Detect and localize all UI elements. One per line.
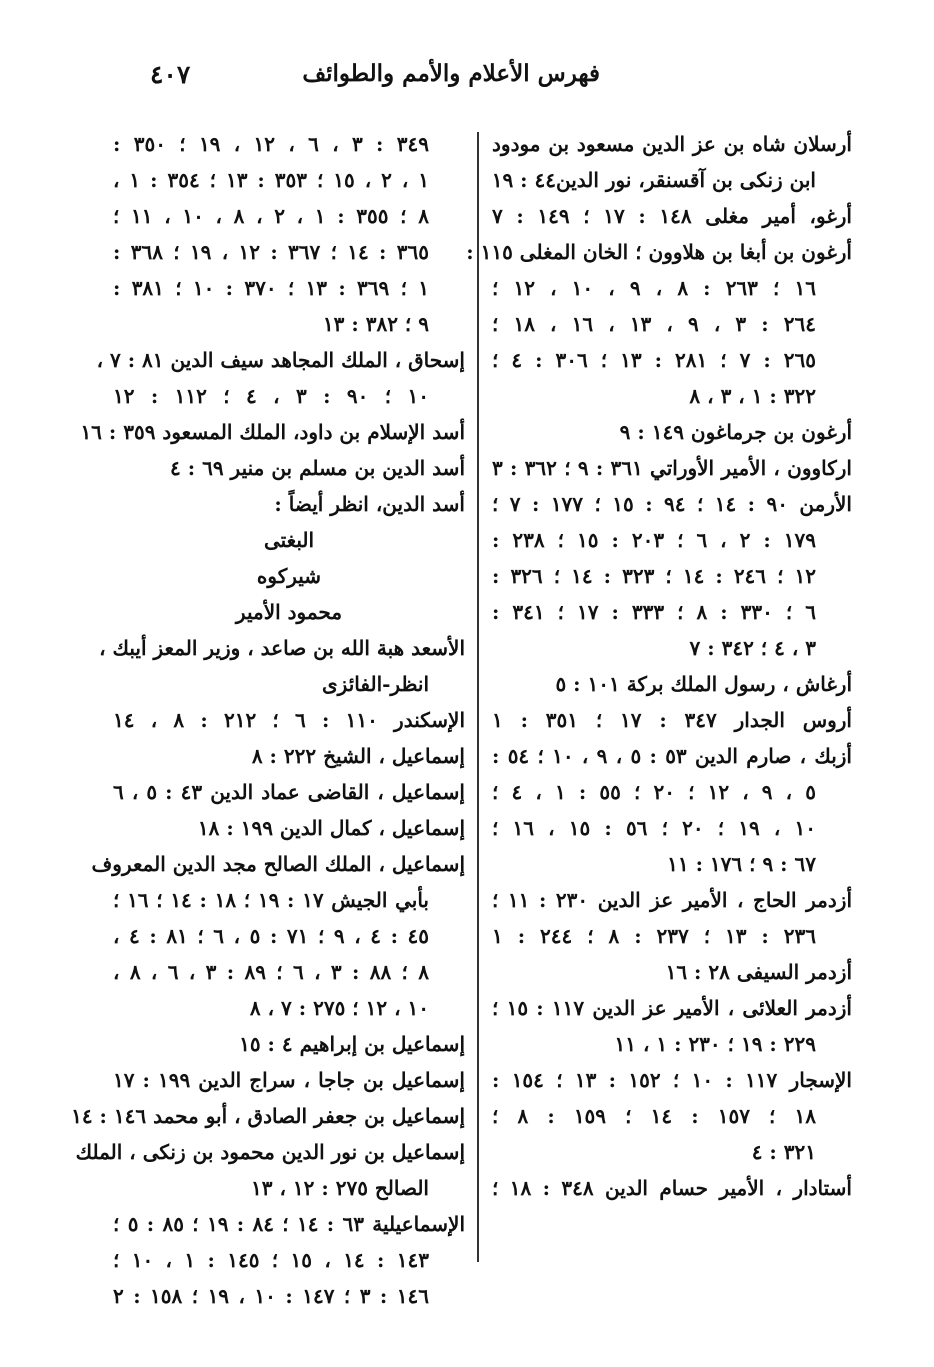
running-title: فهرس الأعلام والأمم والطوائف bbox=[302, 60, 600, 87]
cross-reference-line: شيركوه bbox=[256, 564, 322, 588]
index-entry-line: أزدمر الحاج ، الأمير عز الدين ٢٣٠ : ١١ ؛ bbox=[492, 888, 853, 912]
index-continuation-line: ١ ؛ ٣٦٩ : ١٣ ؛ ٣٧٠ : ١٠ ؛ ٣٨١ : bbox=[113, 276, 429, 300]
index-continuation-line: انظر-الفائزى bbox=[322, 672, 429, 696]
index-column-left bbox=[71, 126, 466, 1314]
cross-reference-line: محمود الأمير bbox=[235, 600, 343, 624]
index-column-right bbox=[466, 126, 853, 1206]
index-continuation-line: ٥ ، ٩ ، ١٢ ؛ ٢٠ ؛ ٥٥ : ١ ، ٤ ؛ bbox=[492, 780, 816, 804]
index-entry-line: أسد الدين، انظر أيضاً : bbox=[274, 492, 465, 516]
index-continuation-line: ٢٢٩ : ١٩ ؛ ٢٣٠ : ١ ، ١١ bbox=[614, 1032, 816, 1056]
index-entry-line: أروس الجدار ٣٤٧ : ١٧ ؛ ٣٥١ : ١ bbox=[492, 708, 852, 732]
index-entry-line: أرغون بن جرماغون ١٤٩ : ٩ bbox=[619, 420, 852, 444]
index-entry-line: أرسلان شاه بن عز الدين مسعود بن مودود bbox=[492, 132, 852, 156]
index-continuation-line: ٣ ، ٤ ؛ ٣٤٢ : ٧ bbox=[689, 636, 816, 660]
index-entry-line: الإسكندر ١١٠ : ٦ ؛ ٢١٢ : ٨ ، ١٤ bbox=[113, 708, 466, 732]
index-entry-line: الإسجار ١١٧ : ١٠ ؛ ١٥٢ : ١٣ ؛ ١٥٤ : bbox=[492, 1068, 852, 1092]
index-entry-line: الإسماعيلية ٦٣ : ١٤ ؛ ٨٤ : ١٩ ؛ ٨٥ : ٥ ؛ bbox=[113, 1212, 465, 1236]
index-continuation-line: ٣٢١ : ٤ bbox=[751, 1140, 816, 1164]
index-continuation-line: ٩ ؛ ٣٨٢ : ١٣ bbox=[322, 312, 429, 336]
index-entry-line: إسماعيل بن نور الدين محمود بن زنكى ، الملك bbox=[75, 1140, 465, 1164]
index-entry-line: إسماعيل بن إبراهيم ٤ : ١٥ bbox=[239, 1032, 465, 1056]
column-divider bbox=[477, 132, 479, 1262]
index-entry-line: أزبك ، صارم الدين ٥٣ : ٥ ، ٩ ، ١٠ ؛ ٥٤ : bbox=[492, 744, 852, 768]
index-continuation-line: ١٤٦ : ٣ ؛ ١٤٧ : ١٠ ، ١٩ ؛ ١٥٨ : ٢ bbox=[113, 1284, 429, 1308]
index-entry-line: إسحاق ، الملك المجاهد سيف الدين ٨١ : ٧ ، bbox=[96, 348, 465, 372]
index-continuation-line: ١٠ ، ١٩ ؛ ٢٠ ؛ ٥٦ : ١٥ ، ١٦ ؛ bbox=[492, 816, 816, 840]
index-continuation-line: ١٠ ، ١٢ ؛ ٢٧٥ : ٧ ، ٨ bbox=[249, 996, 429, 1020]
index-continuation-line: ٦ ؛ ٣٣٠ : ٨ ؛ ٣٣٣ : ١٧ ؛ ٣٤١ : bbox=[492, 600, 816, 624]
index-continuation-line: ١٤٣ : ١٤ ، ١٥ ؛ ١٤٥ : ١ ، ١٠ ؛ bbox=[113, 1248, 429, 1272]
index-continuation-line: ٤٥ : ٤ ، ٩ ؛ ٧١ : ٥ ، ٦ ؛ ٨١ : ٤ ، bbox=[113, 924, 430, 948]
index-entry-line: أزدمر السيفى ٢٨ : ١٦ bbox=[665, 960, 852, 984]
cross-reference-line: البغتى bbox=[263, 528, 315, 552]
page-header bbox=[150, 58, 600, 98]
index-entry-line: إسماعيل بن جاجا ، سراج الدين ١٩٩ : ١٧ bbox=[113, 1068, 465, 1092]
index-entry-line: أرغو، أمير مغلى ١٤٨ : ١٧ ؛ ١٤٩ : ٧ bbox=[492, 204, 852, 228]
index-continuation-line: ١٢ ؛ ٢٤٦ : ١٤ ؛ ٣٢٣ : ١٤ ؛ ٣٢٦ : bbox=[492, 564, 816, 588]
index-entry-line: أسد الدين بن مسلم بن منير ٦٩ : ٤ bbox=[170, 456, 465, 480]
page-number: ٤٠٧ bbox=[150, 60, 191, 89]
index-continuation-line: ٨ ؛ ٣٥٥ : ١ ، ٢ ، ٨ ، ١٠ ، ١١ ؛ bbox=[113, 204, 429, 228]
index-entry-line: الأسعد هبة الله بن صاعد ، وزير المعز أيبك ، bbox=[99, 636, 465, 660]
index-continuation-line: ابن زنكى بن آقسنقر، نور الدين٤٤ : ١٩ bbox=[491, 168, 816, 192]
index-continuation-line: ٨ ؛ ٨٨ : ٣ ، ٦ ؛ ٨٩ : ٣ ، ٦ ، ٨ ، bbox=[113, 960, 429, 984]
index-continuation-line: ٢٣٦ : ١٣ ؛ ٢٣٧ : ٨ ؛ ٢٤٤ : ١ bbox=[492, 924, 816, 948]
index-continuation-line: ٣٢٢ : ١ ، ٣ ، ٨ bbox=[689, 384, 816, 408]
index-entry-line: أسد الإسلام بن داود، الملك المسعود ٣٥٩ : ١٦ bbox=[80, 420, 465, 444]
index-entry-line: إسماعيل ، الملك الصالح مجد الدين المعروف bbox=[91, 852, 465, 876]
index-entry-line: إسماعيل ، كمال الدين ١٩٩ : ١٨ bbox=[197, 816, 465, 840]
index-continuation-line: ٦٧ : ٩ ؛ ١٧٦ : ١١ bbox=[667, 852, 816, 876]
index-continuation-line: الصالح ٢٧٥ : ١٢ ، ١٣ bbox=[251, 1176, 429, 1200]
index-continuation-line: ١ ، ٢ ، ١٥ ؛ ٣٥٣ : ١٣ ؛ ٣٥٤ : ١ ، bbox=[113, 168, 430, 192]
index-continuation-line: ٢٦٥ : ٧ ؛ ٢٨١ : ١٣ ؛ ٣٠٦ : ٤ ؛ bbox=[492, 348, 817, 372]
index-entry-line: اركاوون ، الأمير الأوراتي ٣٦١ : ٩ ؛ ٣٦٢ : ٣ bbox=[492, 456, 852, 480]
index-continuation-line: ١٨ ؛ ١٥٧ : ١٤ ؛ ١٥٩ : ٨ ؛ bbox=[492, 1104, 816, 1128]
index-continuation-line: ٣٦٥ : ١٤ ؛ ٣٦٧ : ١٢ ، ١٩ ؛ ٣٦٨ : bbox=[113, 240, 429, 264]
index-continuation-line: ١٧٩ : ٢ ، ٦ ؛ ٢٠٣ : ١٥ ؛ ٢٣٨ : bbox=[492, 528, 816, 552]
index-entry-line: الأرمن ٩٠ : ١٤ ؛ ٩٤ : ١٥ ؛ ١٧٧ : ٧ ؛ bbox=[492, 492, 852, 516]
index-entry-line: إسماعيل ، الشيخ ٢٢٢ : ٨ bbox=[251, 744, 465, 768]
index-entry-line: إسماعيل بن جعفر الصادق ، أبو محمد ١٤٦ : ١٤ bbox=[71, 1104, 465, 1128]
index-entry-line: أرغون بن أبغا بن هلاوون ؛ الخان المغلى ١١٥ : bbox=[466, 240, 852, 264]
index-entry-line: أزدمر العلائى ، الأمير عز الدين ١١٧ : ١٥ ؛ bbox=[492, 996, 852, 1020]
index-continuation-line: ١٠ ؛ ٩٠ : ٣ ، ٤ ؛ ١١٢ : ١٢ bbox=[113, 384, 429, 408]
index-continuation-line: ١٦ ؛ ٢٦٣ : ٨ ، ٩ ، ١٠ ، ١٢ ؛ bbox=[492, 276, 816, 300]
index-entry-line: أرغاش ، رسول الملك بركة ١٠١ : ٥ bbox=[555, 672, 852, 696]
index-continuation-line: ٣٤٩ : ٣ ، ٦ ، ١٢ ، ١٩ ؛ ٣٥٠ : bbox=[113, 132, 429, 156]
index-entry-line: إسماعيل ، القاضى عماد الدين ٤٣ : ٥ ، ٦ bbox=[113, 780, 465, 804]
index-entry-line: أستادار ، الأمير حسام الدين ٣٤٨ : ١٨ ؛ bbox=[492, 1176, 852, 1200]
index-continuation-line: ٢٦٤ : ٣ ، ٩ ، ١٣ ، ١٦ ، ١٨ ؛ bbox=[492, 312, 817, 336]
index-continuation-line: بأبي الجيش ١٧ : ١٩ ؛ ١٨ : ١٤ ؛ ١٦ ؛ bbox=[113, 888, 429, 912]
